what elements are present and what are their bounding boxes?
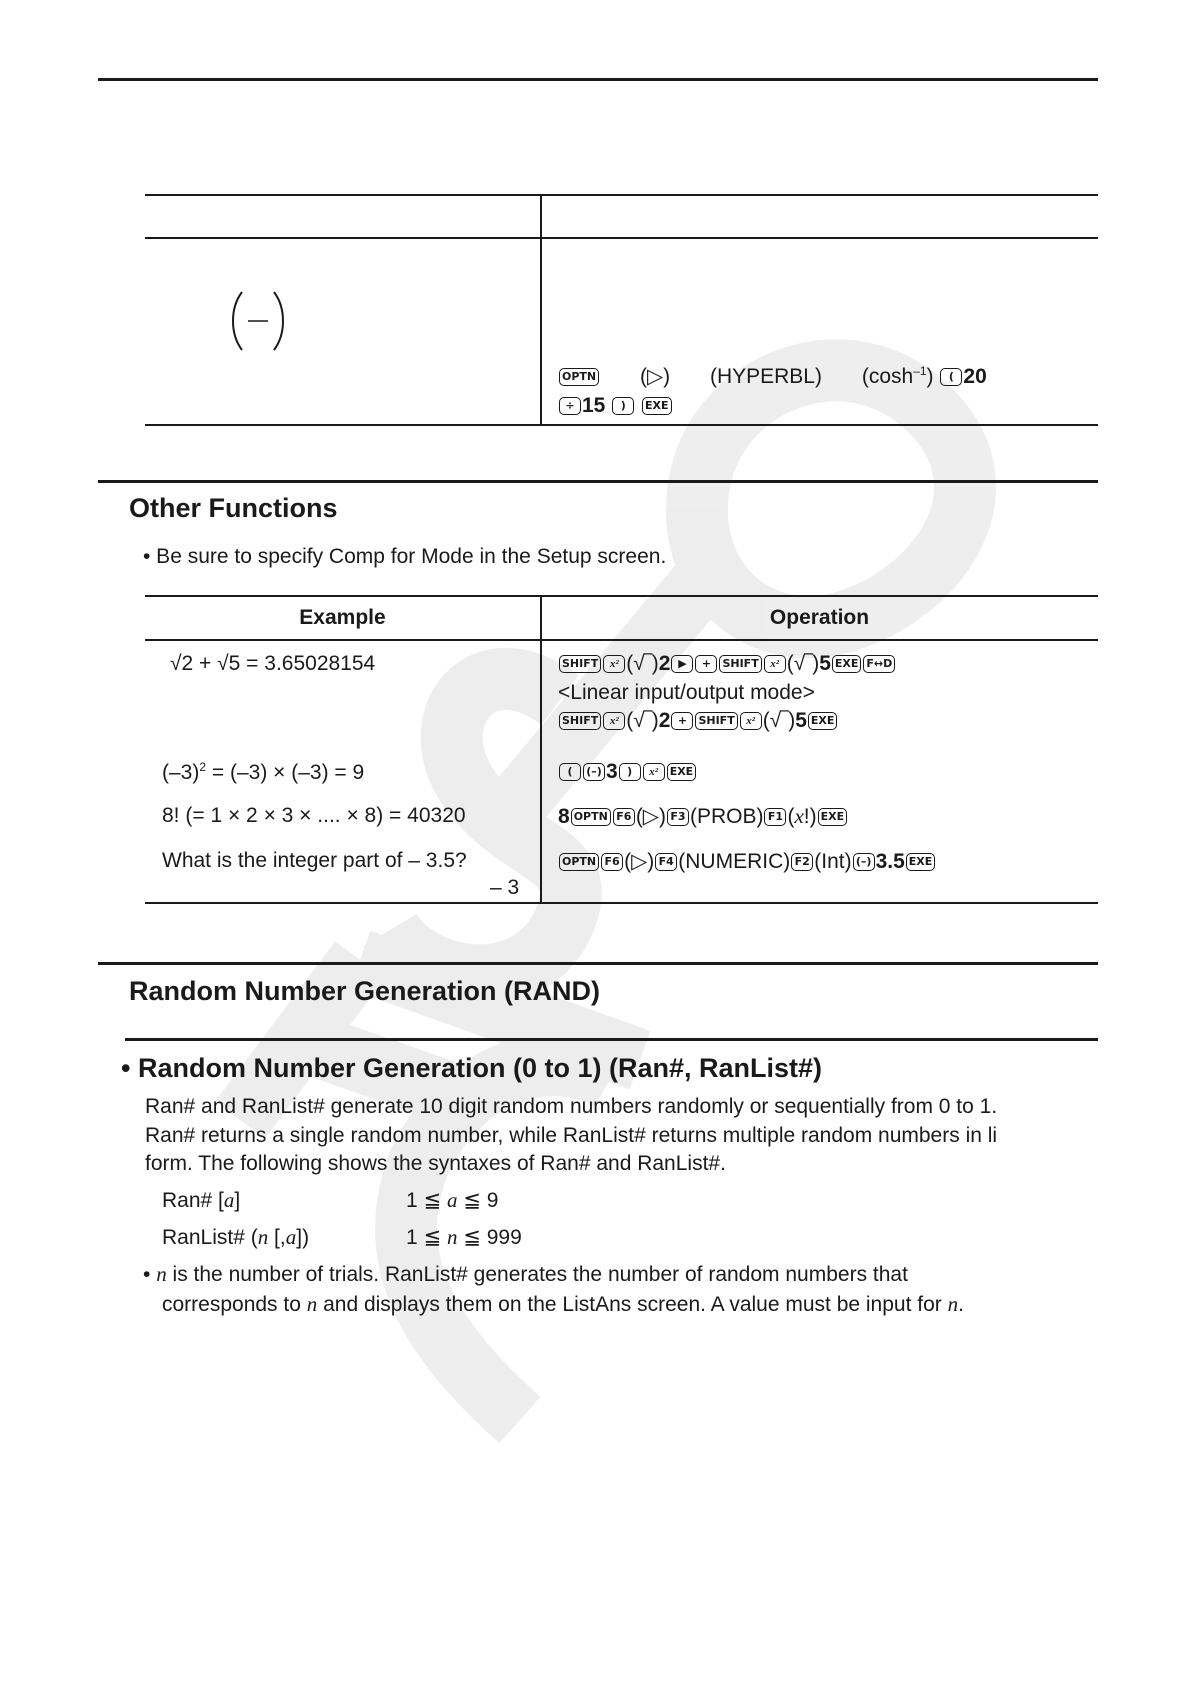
table-divider (540, 194, 542, 426)
optn-key[interactable]: OPTN (559, 853, 599, 871)
syntax-ranlist-range (406, 1225, 522, 1250)
negative-key[interactable]: (–) (583, 763, 605, 781)
section-rule (98, 962, 1098, 965)
example-answer: – 3 (490, 876, 520, 899)
table-rule (145, 902, 1098, 904)
op-number: 3 (606, 760, 618, 783)
exe-key[interactable]: EXE (818, 808, 848, 826)
syntax-text: ]) (296, 1226, 310, 1249)
f4-key[interactable]: F4 (655, 853, 677, 871)
x-squared-key[interactable]: x² (740, 712, 762, 730)
x-squared-key[interactable]: x² (764, 655, 786, 673)
example-sup: 2 (199, 760, 207, 774)
shift-key[interactable]: SHIFT (719, 655, 761, 673)
rand-paragraph-line: Ran# returns a single random number, while RanList# returns multiple random numbers in li (145, 1124, 998, 1147)
table-rule (145, 639, 1098, 641)
table-rule (145, 194, 1098, 196)
example-factorial: 8! (= 1 × 2 × 3 × .... × 8) = 40320 (162, 804, 466, 827)
table-rule (145, 424, 1098, 426)
top-rule (98, 78, 1098, 81)
syntax-var: a (285, 1225, 297, 1249)
operation-sqrt-line-2 (558, 709, 838, 733)
op-text: ( (787, 805, 795, 828)
f-d-key[interactable]: F↔D (863, 655, 895, 673)
syntax-text: [, (268, 1226, 286, 1249)
bullet: • (143, 1263, 151, 1286)
open-paren-key[interactable]: ( (940, 368, 962, 386)
exe-key[interactable]: EXE (832, 655, 862, 673)
rand-paragraph-line: form. The following shows the syntaxes of Ran# and RanList#. (145, 1152, 726, 1175)
rand-subtitle (121, 1053, 822, 1084)
f6-key[interactable]: F6 (613, 808, 635, 826)
header-example: Example (299, 606, 386, 629)
op-text: (√‾) (626, 652, 659, 675)
table-rule (145, 595, 1098, 597)
op-text: (PROB) (689, 805, 764, 828)
range-var: n (446, 1225, 458, 1249)
operation-square (558, 760, 697, 784)
range-text: ≦ 999 (457, 1226, 522, 1249)
section-rule (98, 480, 1098, 483)
example-sqrt: √2 + √5 = 3.65028154 (170, 652, 376, 675)
op-text: (cosh (861, 365, 914, 388)
op-text: (▷) (639, 365, 671, 388)
operation-integer-part (558, 849, 936, 874)
example-text: (–3) (162, 761, 200, 784)
f3-key[interactable]: F3 (667, 808, 689, 826)
range-text: 1 ≦ (406, 1189, 447, 1212)
table-rule (145, 237, 1098, 239)
example-integer-part: What is the integer part of – 3.5? (162, 849, 467, 872)
op-number: 8 (558, 805, 570, 828)
range-text: 1 ≦ (406, 1226, 447, 1249)
rand-subtitle-text: Random Number Generation (0 to 1) (Ran#, RanList#) (137, 1053, 823, 1083)
optn-key[interactable]: OPTN (571, 808, 611, 826)
operation-factorial (558, 804, 848, 829)
note-var: n (156, 1262, 167, 1286)
rand-section-title: Random Number Generation (RAND) (129, 976, 601, 1006)
note-text: and displays them on the ListAns screen. A value must be input for (317, 1293, 948, 1316)
subsection-rule (125, 1038, 1098, 1041)
op-number: 20 (963, 365, 987, 388)
plus-key[interactable]: + (695, 655, 717, 673)
optn-key[interactable]: OPTN (559, 368, 599, 386)
op-number: 2 (658, 652, 671, 675)
linear-mode-label: <Linear input/output mode> (558, 681, 815, 704)
note-text: corresponds to (162, 1293, 307, 1316)
top-operation-line-1 (558, 364, 987, 389)
syntax-ranlist (162, 1225, 309, 1250)
op-text: (▷) (635, 805, 666, 828)
op-text: ) (926, 365, 934, 388)
f6-key[interactable]: F6 (601, 853, 623, 871)
fraction-parentheses (228, 290, 288, 352)
f2-key[interactable]: F2 (791, 853, 813, 871)
op-text: (√‾) (762, 709, 796, 732)
open-paren-key[interactable]: ( (559, 763, 581, 781)
syntax-text: RanList# ( (162, 1226, 258, 1249)
range-text: ≦ 9 (457, 1189, 499, 1212)
divide-key[interactable]: ÷ (559, 397, 581, 415)
other-functions-title: Other Functions (129, 493, 338, 523)
bullet: • (121, 1053, 131, 1083)
op-number: 2 (658, 709, 671, 732)
op-sup: –1 (913, 364, 927, 378)
op-text: (▷) (624, 850, 655, 873)
operation-sqrt-line-1 (558, 652, 896, 676)
top-operation-line-2 (558, 394, 673, 418)
exe-key[interactable]: EXE (667, 763, 697, 781)
trials-note-line-2 (162, 1292, 964, 1317)
exe-key[interactable]: EXE (906, 853, 936, 871)
setup-note: • Be sure to specify Comp for Mode in the Setup screen. (143, 545, 667, 568)
table-divider (540, 595, 542, 904)
example-square (162, 760, 364, 785)
note-text: . (958, 1293, 964, 1316)
x-squared-key[interactable]: x² (603, 712, 625, 730)
f1-key[interactable]: F1 (764, 808, 786, 826)
op-text: !) (803, 805, 817, 828)
op-text: (√‾) (626, 709, 659, 732)
op-number: 15 (582, 394, 606, 417)
op-number: 5 (819, 652, 831, 675)
note-var: n (947, 1292, 959, 1316)
note-var: n (306, 1292, 318, 1316)
op-variable: x (794, 804, 804, 828)
rand-paragraph-line: Ran# and RanList# generate 10 digit random numbers randomly or sequentially from 0 to 1. (145, 1095, 998, 1118)
x-squared-key[interactable]: x² (643, 763, 665, 781)
shift-key[interactable]: SHIFT (559, 712, 601, 730)
op-text: (√‾) (786, 652, 820, 675)
op-text: (HYPERBL) (709, 365, 822, 388)
op-text: (Int) (814, 850, 852, 873)
syntax-var: a (223, 1188, 235, 1212)
syntax-text: ] (234, 1189, 241, 1212)
exe-key[interactable]: EXE (642, 397, 672, 415)
example-text: = (–3) × (–3) = 9 (206, 761, 365, 784)
close-paren-key[interactable]: ) (619, 763, 641, 781)
header-operation: Operation (769, 606, 870, 629)
x-squared-key[interactable]: x² (603, 655, 625, 673)
op-text: (NUMERIC) (678, 850, 791, 873)
syntax-text: Ran# [ (162, 1189, 224, 1212)
op-number: 5 (795, 709, 807, 732)
shift-key[interactable]: SHIFT (559, 655, 601, 673)
plus-key[interactable]: + (671, 712, 693, 730)
trials-note-line-1 (143, 1262, 908, 1287)
right-arrow-key[interactable]: ▶ (671, 655, 693, 673)
note-text: is the number of trials. RanList# generates the number of random numbers that (166, 1263, 908, 1286)
negative-key[interactable]: (–) (853, 853, 875, 871)
op-number: 3.5 (875, 850, 905, 873)
exe-key[interactable]: EXE (808, 712, 838, 730)
syntax-ran (162, 1188, 240, 1213)
syntax-ran-range (406, 1188, 498, 1213)
shift-key[interactable]: SHIFT (695, 712, 737, 730)
syntax-var: n (257, 1225, 269, 1249)
range-var: a (446, 1188, 458, 1212)
close-paren-key[interactable]: ) (612, 397, 634, 415)
